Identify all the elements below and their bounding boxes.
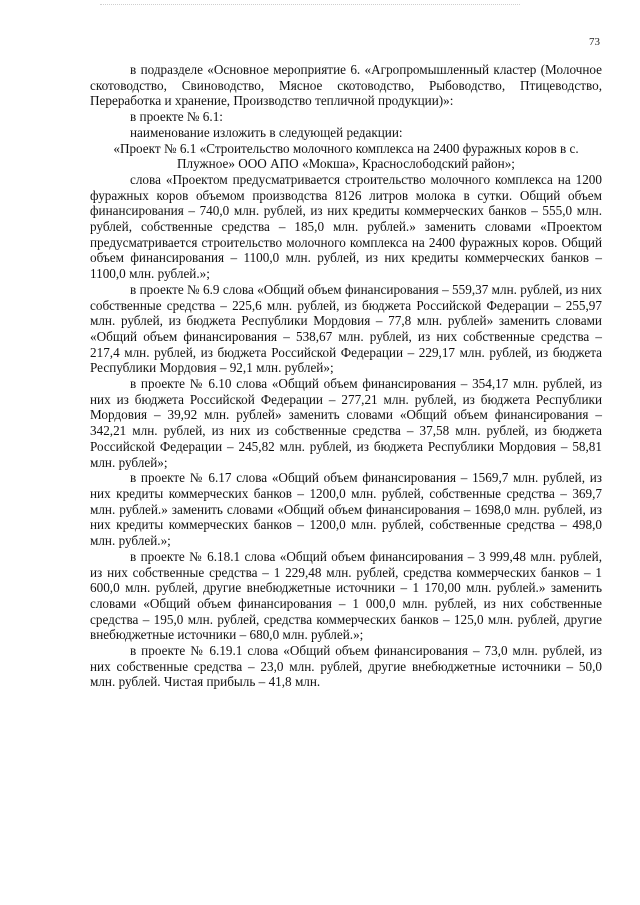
- paragraph-new-title: «Проект № 6.1 «Строительство молочного комплекса на 2400 фуражных коров в с. Плужное» ООО АПО «Мокша», Краснослободский район»;: [113, 140, 579, 172]
- paragraph-project-6-17: в проекте № 6.17 слова «Общий объем финансирования – 1569,7 млн. рублей, из них кредиты коммерческих банков – 1200,0 млн. рублей, собственные средства – 369,7 млн. рублей.» заменить словами «Общий объем финансирования – 1698,0 млн. рублей, из них кредиты коммерческих банков – 1200,0 млн. рублей, собственные средства – 498,0 млн. рублей.»;: [90, 470, 602, 549]
- paragraph-project-6-19-1: в проекте № 6.19.1 слова «Общий объем финансирования – 73,0 млн. рублей, из них собственные средства – 23,0 млн. рублей, другие внебюджетные источники – 50,0 млн. рублей. Чистая прибыль – 41,8 млн.: [90, 643, 602, 690]
- paragraph-subsection-intro: в подразделе «Основное мероприятие 6. «Агропромышленный кластер (Молочное скотоводство, Свиноводство, Мясное скотоводство, Рыбоводство, Птицеводство, Переработка и хранение, Производство тепличной продукции)»:: [90, 62, 602, 109]
- paragraph-project-6-18-1: в проекте № 6.18.1 слова «Общий объем финансирования – 3 999,48 млн. рублей, из них собственные средства – 1 229,48 млн. рублей, средства коммерческих банков – 1 600,0 млн. рублей, другие внебюджетные источники – 1 170,00 млн. рублей.» заменить словами «Общий объем финансирования – 1 000,0 млн. рублей, из них собственные средства – 195,0 млн. рублей, средства коммерческих банков – 125,0 млн. рублей, другие внебюджетные источники – 680,0 млн. рублей.»;: [90, 548, 602, 643]
- paragraph-project-6-10: в проекте № 6.10 слова «Общий объем финансирования – 354,17 млн. рублей, из них из бюджета Российской Федерации – 277,21 млн. рублей, из бюджета Республики Мордовия – 39,92 млн. рублей» заменить словами «Общий объем финансирования – 342,21 млн. рублей, из них из собственные средства – 37,58 млн. рублей, из бюджета Российской Федерации – 245,82 млн. рублей, из бюджета Республики Мордовия – 58,81 млн. рублей»;: [90, 376, 602, 470]
- paragraph-rename-instruction: наименование изложить в следующей редакции:: [130, 124, 403, 140]
- paragraph-project-6-1: в проекте № 6.1:: [130, 109, 223, 125]
- document-body: [90, 62, 602, 690]
- paragraph-project-6-9: в проекте № 6.9 слова «Общий объем финансирования – 559,37 млн. рублей, из них собственные средства – 225,6 млн. рублей, из бюджета Российской Федерации – 255,97 млн. рублей, из бюджета Республики Мордовия – 77,8 млн. рублей» заменить словами «Общий объем финансирования – 538,67 млн. рублей, из них собственные средства – 217,4 млн. рублей, из бюджета Российской Федерации – 229,17 млн. рублей, из бюджета Республики Мордовия – 92,1 млн. рублей»;: [90, 281, 602, 376]
- page-number: 73: [589, 36, 600, 48]
- scan-edge-line: [100, 4, 520, 6]
- paragraph-replace-6-1: слова «Проектом предусматривается строительство молочного комплекса на 1200 фуражных коров объемом производства 8126 литров молока в сутки. Общий объем финансирования – 740,0 млн. рублей, из них кредиты коммерческих банков – 555,0 млн. рублей, собственные средства – 185,0 млн. рублей.» заменить словами «Проектом предусматривается строительство молочного комплекса на 2400 фуражных коров. Общий объем финансирования – 1100,0 млн. рублей, из них кредиты коммерческих банков – 1100,0 млн. рублей.»;: [90, 171, 602, 282]
